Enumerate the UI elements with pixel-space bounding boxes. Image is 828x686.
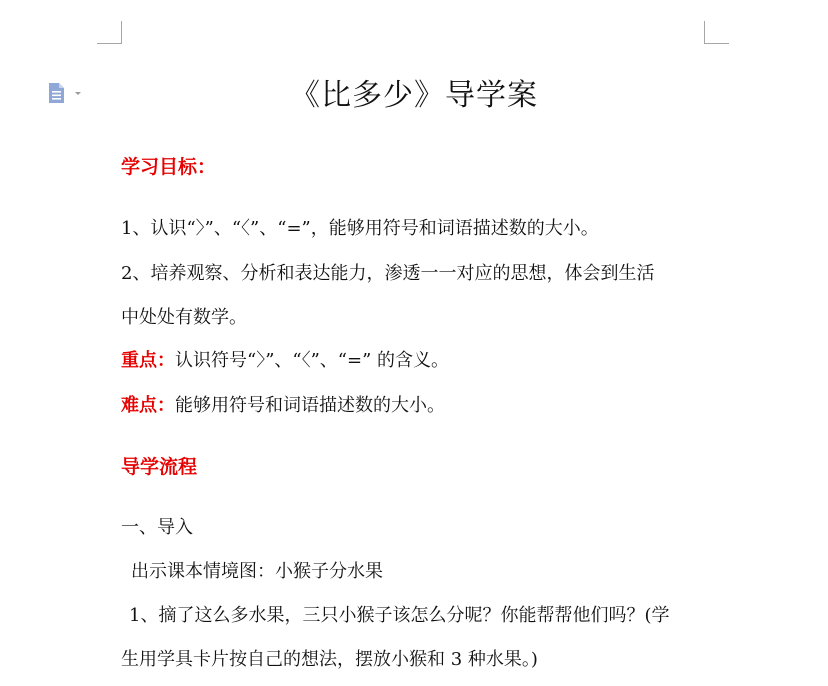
key-point-text: 认识符号“〉”、“〈”、“=” 的含义。 [175, 350, 450, 371]
key-point [121, 346, 449, 372]
document-title: 《比多少》导学案 [290, 78, 538, 113]
goal-item-2-continued: 中处处有数学。 [121, 307, 247, 328]
page-corner-top-right [704, 21, 729, 44]
section-heading-goals: 学习目标： [121, 156, 217, 178]
section-heading-process: 导学流程 [121, 456, 198, 478]
step-1-heading: 一、导入 [121, 517, 193, 538]
step-1-intro: 出示课本情境图：小猴子分水果 [131, 561, 383, 582]
difficulty-text: 能够用符号和词语描述数的大小。 [175, 395, 445, 416]
step-1-question-continued: 生用学具卡片按自己的想法，摆放小猴和 3 种水果。) [121, 649, 538, 670]
page-corner-top-left [97, 21, 122, 44]
key-point-label: 重点： [121, 350, 175, 371]
step-1-question: 1、摘了这么多水果，三只小猴子该怎么分呢？你能帮帮他们吗？(学 [129, 605, 670, 626]
difficulty-point [121, 391, 445, 417]
difficulty-label: 难点： [121, 395, 175, 416]
goal-item-1: 1、认识“〉”、“〈”、“=”，能够用符号和词语描述数的大小。 [121, 218, 599, 239]
goal-item-2: 2、培养观察、分析和表达能力，渗透一一对应的思想，体会到生活 [121, 263, 655, 284]
